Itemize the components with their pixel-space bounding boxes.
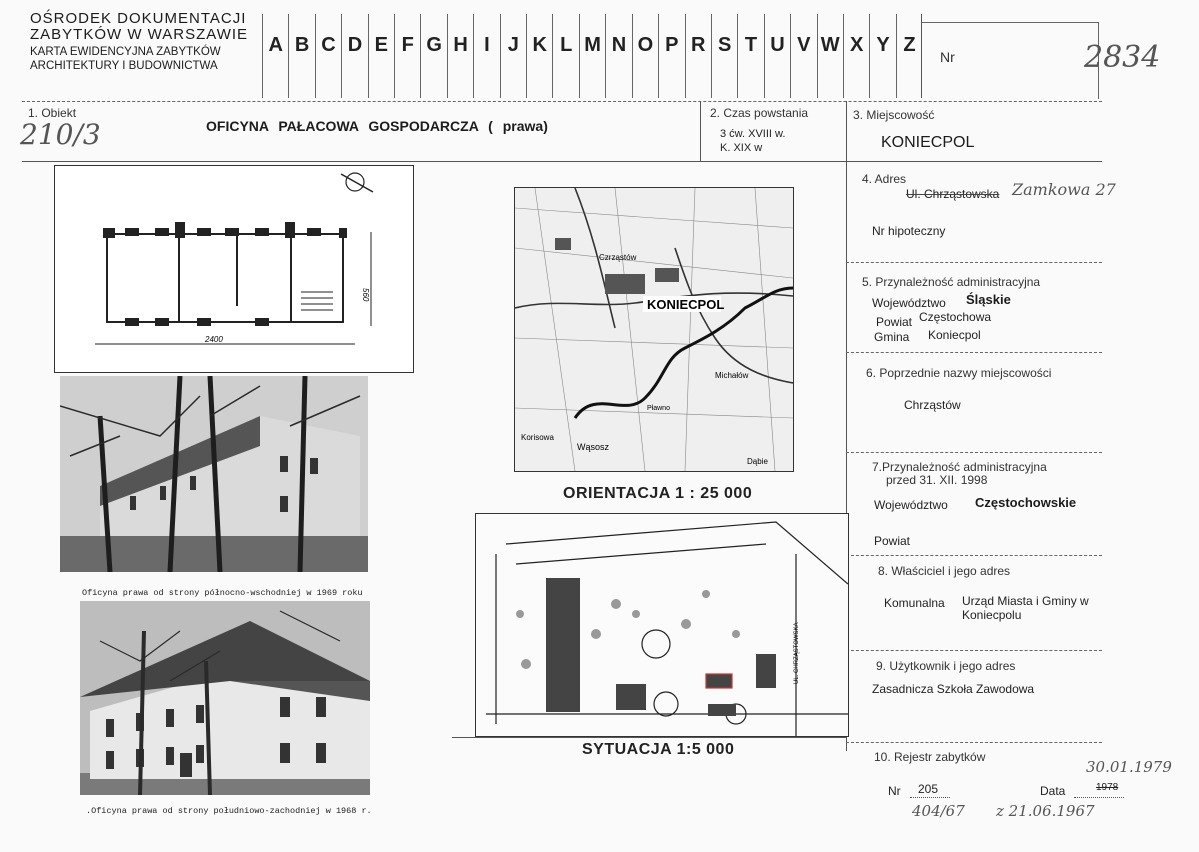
miejscowosc-value: KONIECPOL [881,134,975,151]
map-place-3: Wąsosz [577,442,610,452]
photo-southwest-image [80,601,370,795]
letter-cell-j: J [500,14,526,98]
photo-southwest [80,601,370,795]
admin-old-woj-label: Województwo [874,498,948,512]
orientation-caption: ORIENTACJA 1 : 25 000 [563,485,753,502]
org-name-line2: ZABYTKÓW W WARSZAWIE [30,26,249,43]
situation-drawing [476,514,848,736]
map-place-6: Pławno [647,405,670,412]
letter-cell-f: F [394,14,420,98]
orientation-map [514,187,794,472]
poprzednie-value: Chrząstów [904,398,961,412]
admin-powiat-label: Powiat [876,315,913,329]
rejestr-nr-value: 205 [918,782,939,796]
rejestr-label: 10. Rejestr zabytków [874,750,986,764]
czas-line1: 3 ćw. XVIII w. [720,128,786,140]
admin-old-powiat-label: Powiat [874,534,911,548]
letter-cell-h: H [447,14,473,98]
plan-width-dim: 2400 [205,335,223,344]
letter-cell-u: U [764,14,790,98]
adres-handwritten: Zamkowa 27 [1012,180,1116,199]
letter-cell-d: D [341,14,367,98]
uzytkownik-value: Zasadnicza Szkoła Zawodowa [872,682,1035,696]
situation-street-label: UL. CHRZĄSTOWSKA [794,622,800,684]
rejestr-data-struck: 1978 [1096,782,1119,793]
wlasciciel-line2: Koniecpolu [962,608,1022,622]
hipoteczny-label: Nr hipoteczny [872,224,946,238]
letter-cell-o: O [632,14,658,98]
admin-old-woj-value: Częstochowskie [975,495,1077,510]
card-title-line2: ARCHITEKTURY I BUDOWNICTWA [30,60,218,72]
letter-cell-e: E [368,14,394,98]
letter-cell-t: T [737,14,763,98]
letter-cell-g: G [420,14,446,98]
floor-plan [54,165,414,373]
letter-cell-p: P [658,14,684,98]
admin-woj-label: Województwo [872,296,946,310]
wlasciciel-label: 8. Właściciel i jego adres [878,564,1011,578]
obiekt-label: 1. Obiekt [28,106,77,120]
letter-cell-x: X [843,14,869,98]
miejscowosc-label: 3. Miejscowość [853,108,935,122]
photo-northeast [60,376,368,572]
letter-cell-n: N [605,14,631,98]
letter-cell-z: Z [896,14,922,98]
letter-cell-m: M [579,14,605,98]
letter-cell-c: C [315,14,341,98]
rejestr-hand-note1: 404/67 [912,802,965,820]
photo-northeast-caption: Oficyna prawa od strony północno-wschodniej w 1969 roku [82,588,363,598]
letter-cell-r: R [685,14,711,98]
plan-height-dim: 560 [361,288,370,302]
map-place-1: Czrząstów [599,253,637,262]
admin-old-label-1: 7.Przynależność administracyjna [872,460,1047,474]
letter-cell-y: Y [869,14,895,98]
north-arrow-icon [341,173,373,192]
card-title-line1: KARTA EWIDENCYJNA ZABYTKÓW [30,46,221,58]
situation-plan [475,513,849,737]
admin-woj-value: Śląskie [966,292,1011,307]
letter-cell-s: S [711,14,737,98]
photo-southwest-caption: .Oficyna prawa od strony południowo-zachodniej w 1968 r. [86,806,372,816]
rejestr-nr-label: Nr [888,784,901,798]
adres-label: 4. Adres [862,172,907,186]
letter-cell-i: I [473,14,499,98]
admin-label: 5. Przynależność administracyjna [862,275,1041,289]
map-place-2: Michałów [715,371,749,380]
org-name-line1: OŚRODEK DOKUMENTACJI [30,10,247,27]
letter-cell-l: L [552,14,578,98]
admin-gmina-label: Gmina [874,330,910,344]
czas-label: 2. Czas powstania [710,106,809,120]
uzytkownik-label: 9. Użytkownik i jego adres [876,659,1016,673]
admin-powiat-value: Częstochowa [919,310,992,324]
rejestr-data-label: Data [1040,784,1066,798]
map-place-5: Korisowa [521,433,554,442]
letter-index-row [262,14,922,98]
map-town-label: KONIECPOL [647,297,725,312]
rejestr-hand-note2: z 21.06.1967 [996,802,1095,820]
topo-map-drawing [515,188,793,471]
wlasciciel-line1: Urząd Miasta i Gminy w [962,594,1089,608]
map-place-4: Dąbie [747,457,768,466]
nr-handwritten: 2834 [1084,40,1161,75]
adres-street-text: Ul. Chrząstowska [906,187,1000,201]
poprzednie-label: 6. Poprzednie nazwy miejscowości [866,366,1052,380]
nr-label: Nr [940,49,955,65]
czas-line2: K. XIX w [720,142,763,154]
floor-plan-drawing [55,166,413,372]
wlasciciel-type: Komunalna [884,596,945,610]
letter-cell-v: V [790,14,816,98]
admin-old-label-2: przed 31. XII. 1998 [886,473,988,487]
photo-northeast-image [60,376,368,572]
letter-cell-w: W [817,14,843,98]
rejestr-hand-date: 30.01.1979 [1086,758,1172,776]
admin-gmina-value: Koniecpol [928,328,981,342]
letter-cell-a: A [262,14,288,98]
letter-cell-k: K [526,14,552,98]
situation-caption: SYTUACJA 1:5 000 [582,741,735,758]
adres-street [906,187,999,201]
object-name: OFICYNA PAŁACOWA GOSPODARCZA ( prawa) [206,118,548,134]
letter-cell-b: B [288,14,314,98]
obiekt-number-handwritten: 210/3 [20,118,101,151]
